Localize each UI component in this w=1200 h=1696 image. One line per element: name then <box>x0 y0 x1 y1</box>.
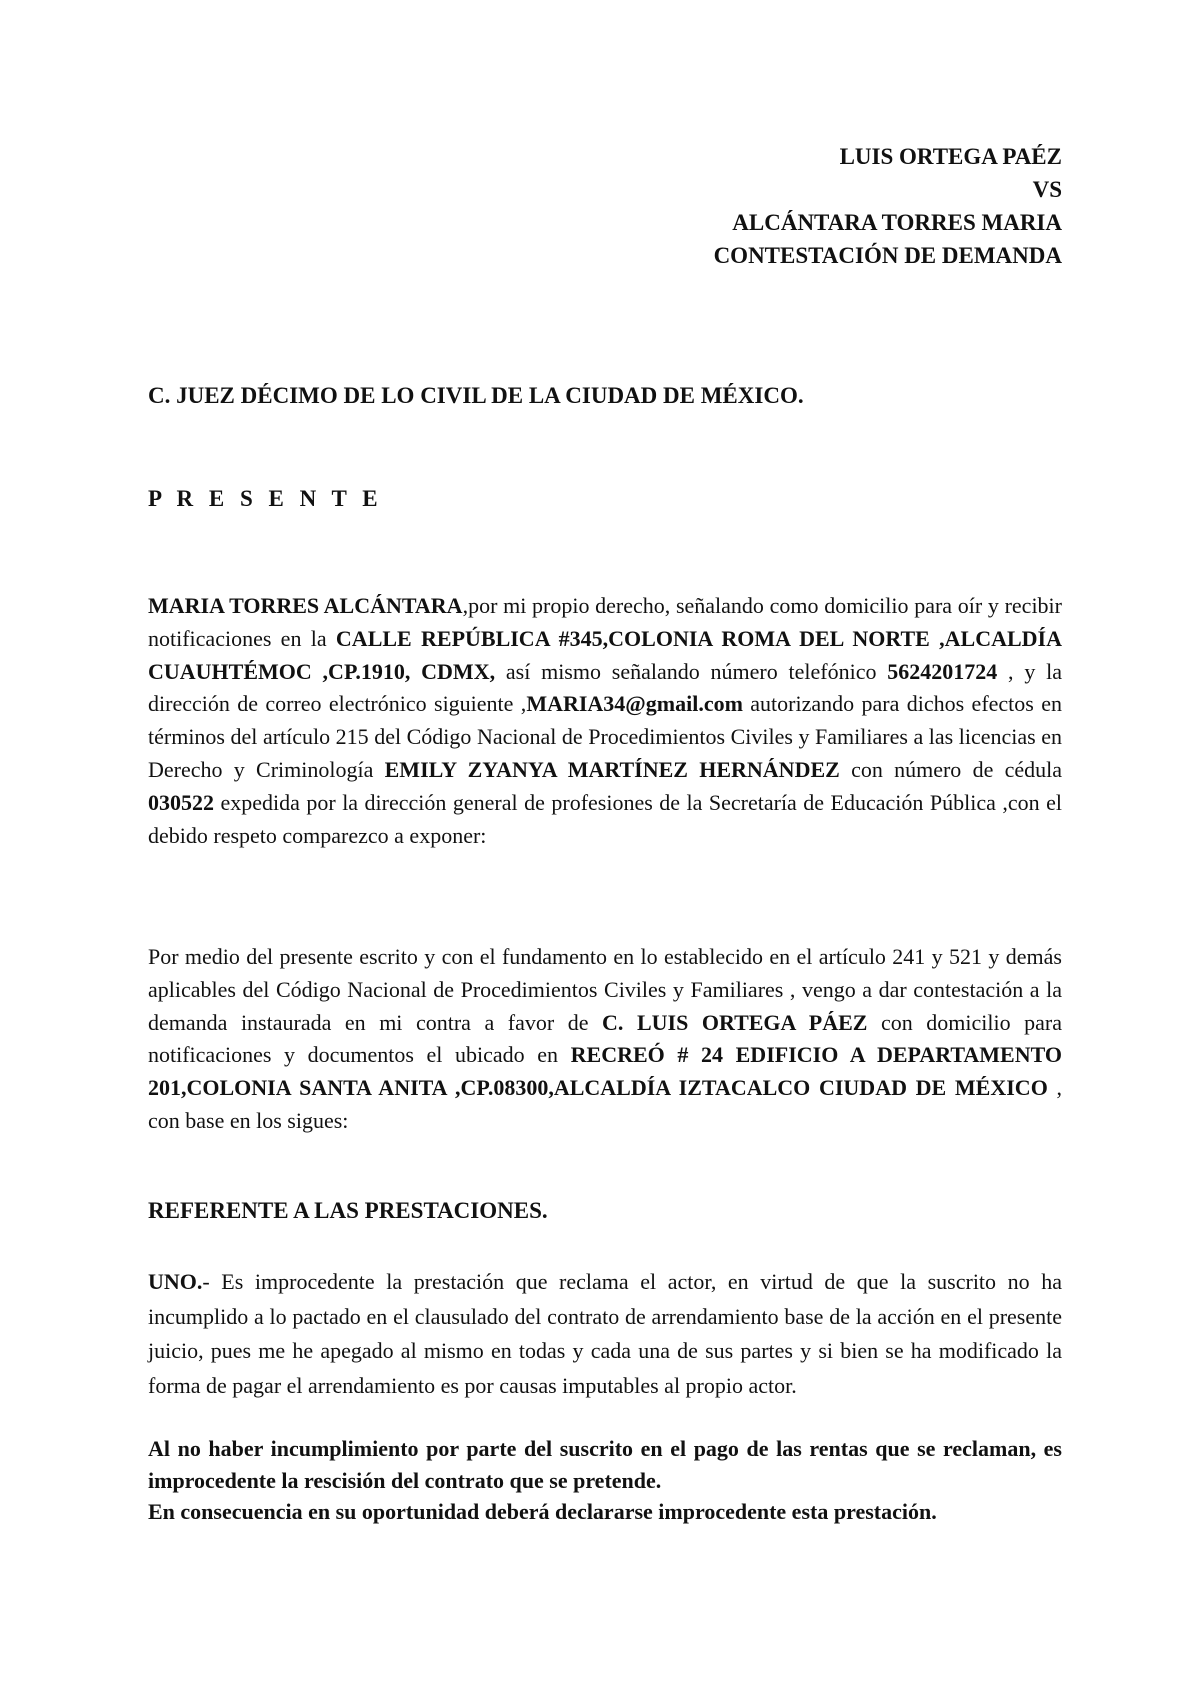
header-plaintiff: LUIS ORTEGA PAÉZ <box>839 144 1062 169</box>
email-address: MARIA34@gmail.com <box>526 691 743 717</box>
defendant-name: MARIA TORRES ALCÁNTARA <box>148 593 463 618</box>
header-defendant: ALCÁNTARA TORRES MARIA <box>732 210 1062 235</box>
case-header <box>714 140 1062 272</box>
paragraph-conclusion <box>148 1433 1062 1528</box>
addressee: C. JUEZ DÉCIMO DE LO CIVIL DE LA CIUDAD DE MÉXICO. <box>148 383 804 408</box>
cedula-number: 030522 <box>148 789 214 815</box>
header-versus: VS <box>1032 177 1062 202</box>
paragraph-label: UNO. <box>148 1269 203 1294</box>
plaintiff-address: RECREÓ # 24 EDIFICIO A DEPARTAMENTO 201,COLONIA SANTA ANITA ,CP.08300,ALCALDÍA IZTACALCO CIUDAD DE MÉXICO <box>148 1042 1063 1101</box>
paragraph-uno: UNO.- Es improcedente la prestación que reclama el actor, en virtud de que la suscrito no ha incumplido a lo pactado en el clausulado del contrato de arrendamiento base de la acción en el presente juicio, pues me he apegado al mismo en todas y cada una de sus partes y si bien se ha modificado la forma de pagar el arrendamiento es por causas imputables al propio actor. <box>148 1269 1062 1398</box>
paragraph-basis: Por medio del presente escrito y con el fundamento en lo establecido en el artículo 241 y 521 y demás aplicables del Código Nacional de Procedimientos Civiles y Familiares , vengo a dar contestación a la demanda instaurada en mi contra a favor de C. LUIS ORTEGA PÁEZ con domicilio para notificaciones y documentos el ubicado en RECREÓ # 24 EDIFICIO A DEPARTAMENTO 201,COLONIA SANTA ANITA ,CP.08300,ALCALDÍA IZTACALCO CIUDAD DE MÉXICO , con base en los sigues: <box>148 944 1063 1133</box>
section-title: REFERENTE A LAS PRESTACIONES. <box>148 1198 548 1223</box>
conclusion-line-2: En consecuencia en su oportunidad deberá declararse improcedente esta prestación. <box>148 1499 937 1524</box>
presente-heading: P R E S E N T E <box>148 486 383 511</box>
defendant-address: CALLE REPÚBLICA #345,COLONIA ROMA DEL NORTE ,ALCALDÍA CUAUHTÉMOC ,CP.1910, CDMX, <box>148 625 1062 684</box>
conclusion-line-1: Al no haber incumplimiento por parte del suscrito en el pago de las rentas que se reclaman, es improcedente la rescisión del contrato que se pretende. <box>148 1436 1062 1493</box>
plaintiff-name: C. LUIS ORTEGA PÁEZ <box>602 1009 868 1035</box>
header-document-type: CONTESTACIÓN DE DEMANDA <box>713 243 1062 268</box>
paragraph-introduction: MARIA TORRES ALCÁNTARA,por mi propio derecho, señalando como domicilio para oír y recibir notificaciones en la CALLE REPÚBLICA #345,COLONIA ROMA DEL NORTE ,ALCALDÍA CUAUHTÉMOC ,CP.1910, CDMX, así mismo señalando número telefónico 5624201724 , y la dirección de correo electrónico siguiente ,MARIA34@gmail.com autorizando para dichos efectos en términos del artículo 215 del Código Nacional de Procedimientos Civiles y Familiares a las licencias en Derecho y Criminología EMILY ZYANYA MARTÍNEZ HERNÁNDEZ con número de cédula 030522 expedida por la dirección general de profesiones de la Secretaría de Educación Pública ,con el debido respeto comparezco a exponer: <box>148 593 1062 848</box>
lawyer-name: EMILY ZYANYA MARTÍNEZ HERNÁNDEZ <box>384 756 840 782</box>
phone-number: 5624201724 <box>887 658 998 684</box>
